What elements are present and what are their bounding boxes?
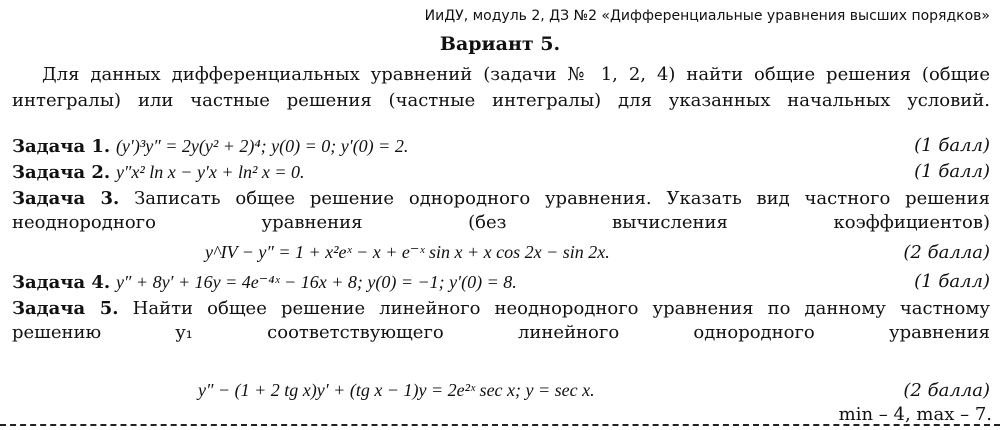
task-3-equation: y^IV − y″ = 1 + x²eˣ − x + e⁻ˣ sin x + x cos 2x − sin 2x. (205, 242, 610, 262)
task-5 (12, 297, 990, 345)
document-header: ИиДУ, модуль 2, ДЗ №2 «Дифференциальные уравнения высших порядков» (424, 8, 990, 24)
task-equation: y″ + 8y′ + 16y = 4e⁻⁴ˣ − 16x + 8; y(0) = −1; y′(0) = 8. (115, 272, 517, 292)
task-label: Задача 4. (12, 272, 111, 293)
task-label: Задача 3. (12, 188, 120, 209)
task-5-equation: y″ − (1 + 2 tg x)y′ + (tg x − 1)y = 2e²ˣ sec x; y = sec x. (198, 380, 595, 400)
task-label: Задача 2. (12, 162, 111, 183)
intro-paragraph: Для данных дифференциальных уравнений (задачи № 1, 2, 4) найти общие решения (общие интегралы) или частные решения (частные интегралы) для указанных начальных условий. (12, 64, 990, 111)
task-text: Найти общее решение линейного неоднородного уравнения по данному частному решению y₁ соответствующего линейного однородного уравнения (12, 298, 990, 343)
task-points: (1 балл) (914, 135, 990, 156)
variant-title: Вариант 5. (439, 33, 561, 55)
task-text: Записать общее решение однородного уравнения. Указать вид частного решения неоднородного уравнения (без вычисления коэффициентов) (12, 188, 990, 233)
task-4 (12, 270, 990, 295)
task-points: (2 балла) (903, 380, 990, 401)
score-range: min – 4, max – 7. (838, 404, 992, 425)
task-points: (1 балл) (914, 271, 990, 292)
task-2 (12, 160, 990, 185)
task-equation: (y′)³y″ = 2y(y² + 2)⁴; y(0) = 0; y′(0) = 2. (115, 136, 409, 156)
task-label: Задача 1. (12, 136, 111, 157)
task-equation: y″x² ln x − y′x + ln² x = 0. (115, 162, 305, 182)
task-1 (12, 134, 990, 159)
task-points: (1 балл) (914, 161, 990, 182)
cut-line (0, 424, 1000, 426)
task-3 (12, 187, 990, 235)
task-label: Задача 5. (12, 298, 119, 319)
task-points: (2 балла) (903, 242, 990, 263)
